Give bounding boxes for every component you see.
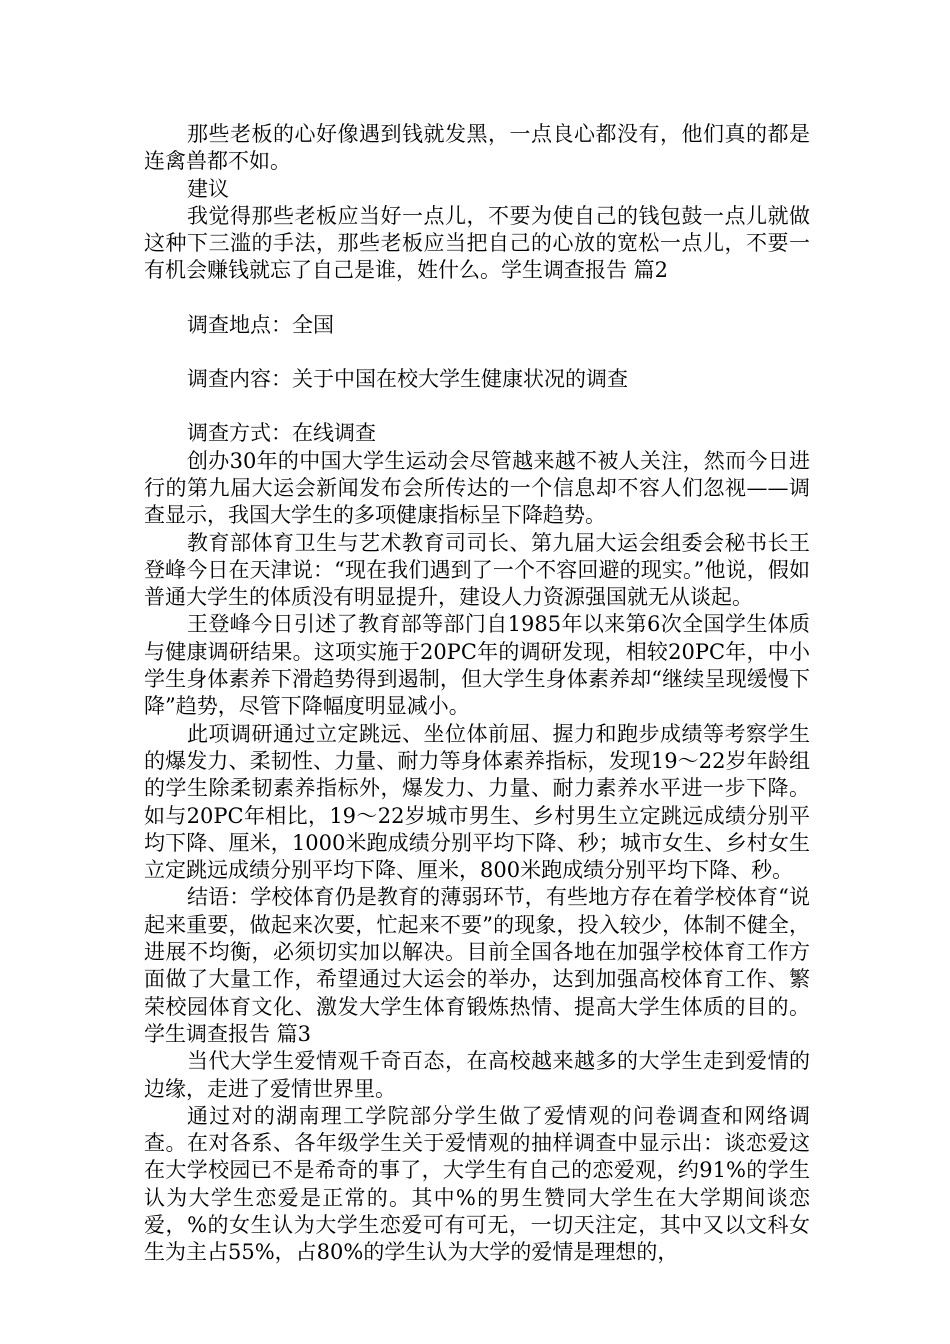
paragraph: 那些老板的心好像遇到钱就发黑，一点良心都没有，他们真的都是连禽兽都不如。 bbox=[144, 122, 810, 174]
survey-content: 调查内容：关于中国在校大学生健康状况的调查 bbox=[187, 367, 628, 392]
paragraph: 通过对的湖南理工学院部分学生做了爱情观的问卷调查和网络调查。在对各系、各年级学生关于爱情观的抽样调查中显示出：谈恋爱这在大学校园已不是希奇的事了，大学生有自己的恋爱观，约91%的学生认为大学生恋爱是正常的。其中%的男生赞同大学生在大学期间谈恋爱，%的女生认为大学生恋爱可有可无，一切天注定，其中又以文科女生为主占55%，占80%的学生认为大学的爱情是理想的， bbox=[144, 1103, 810, 1265]
paragraph: 王登峰今日引述了教育部等部门自1985年以来第6次全国学生体质与健康调研结果。这项实施于20PC年的调研发现，相较20PC年，中小学生身体素养下滑趋势得到遏制，但大学生身体素养却“继续呈现缓慢下降”趋势，尽管下降幅度明显减小。 bbox=[144, 612, 810, 719]
document-page bbox=[144, 121, 810, 1267]
survey-method: 调查方式：在线调查 bbox=[187, 421, 376, 446]
paragraph: 我觉得那些老板应当好一点儿，不要为使自己的钱包鼓一点儿就做这种下三滥的手法，那些老板应当把自己的心放的宽松一点儿，不要一有机会赚钱就忘了自己是谁，姓什么。学生调查报告 篇2 bbox=[144, 203, 810, 283]
paragraph: 此项调研通过立定跳远、坐位体前屈、握力和跑步成绩等考察学生的爆发力、柔韧性、力量、耐力等身体素养指标，发现19～22岁年龄组的学生除柔韧素养指标外，爆发力、力量、耐力素养水平进一步下降。如与20PC年相比，19～22岁城市男生、乡村男生立定跳远成绩分别平均下降、厘米，1000米跑成绩分别平均下降、秒；城市女生、乡村女生立定跳远成绩分别平均下降、厘米，800米跑成绩分别平均下降、秒。 bbox=[144, 721, 810, 883]
section-heading: 建议 bbox=[187, 176, 229, 201]
paragraph: 教育部体育卫生与艺术教育司司长、第九届大运会组委会秘书长王登峰今日在天津说：“现在我们遇到了一个不容回避的现实。”他说，假如普通大学生的体质没有明显提升，建设人力资源强国就无从谈起。 bbox=[144, 530, 810, 610]
survey-location: 调查地点：全国 bbox=[187, 312, 334, 337]
paragraph: 创办30年的中国大学生运动会尽管越来越不被人关注，然而今日进行的第九届大运会新闻发布会所传达的一个信息却不容人们忽视——调查显示，我国大学生的多项健康指标呈下降趋势。 bbox=[144, 448, 810, 528]
paragraph: 结语：学校体育仍是教育的薄弱环节，有些地方存在着学校体育“说起来重要，做起来次要，忙起来不要”的现象，投入较少，体制不健全，进展不均衡，必须切实加以解决。目前全国各地在加强学校体育工作方面做了大量工作，希望通过大运会的举办，达到加强高校体育工作、繁荣校园体育文化、激发大学生体育锻炼热情、提高大学生体质的目的。学生调查报告 篇3 bbox=[144, 885, 810, 1046]
paragraph: 当代大学生爱情观千奇百态，在高校越来越多的大学生走到爱情的边缘，走进了爱情世界里。 bbox=[144, 1049, 810, 1101]
